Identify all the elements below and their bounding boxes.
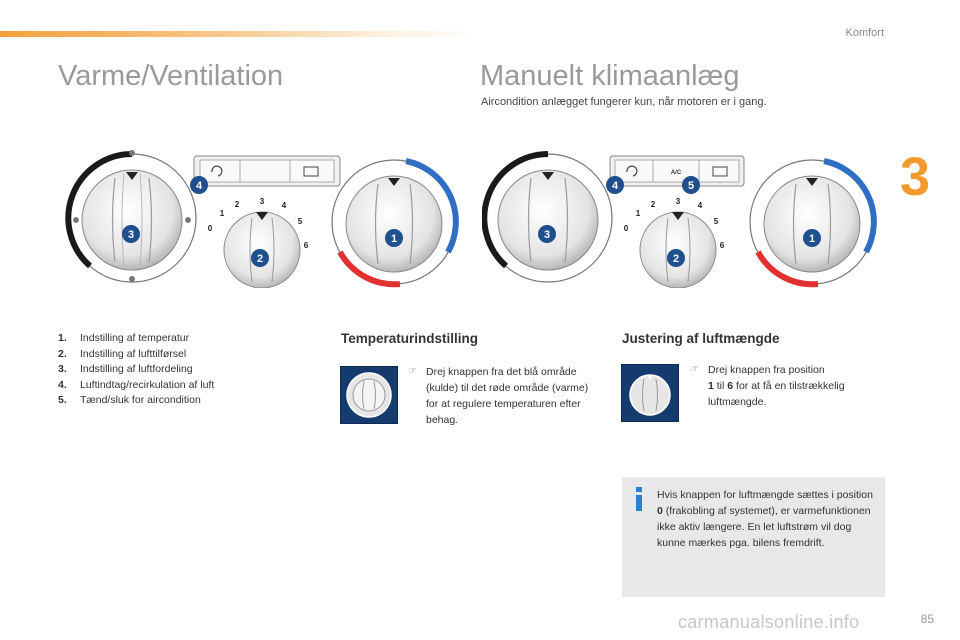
info-box	[622, 477, 885, 597]
fan-knob-thumbnail	[621, 364, 679, 422]
badge-2-label: 2	[256, 253, 264, 265]
title-manual-ac: Manuelt klimaanlæg	[480, 60, 740, 92]
temperature-knob-thumbnail	[340, 366, 398, 424]
svg-text:4: 4	[611, 180, 619, 192]
info-text: Hvis knappen for luftmængde sættes i position 0 (frakobling af systemet), er varmefunktionen ikke aktiv længere. En let luftstrøm vil dog kunne mærkes pga. bilens fremdrift.	[657, 489, 873, 549]
svg-text:1: 1	[635, 209, 641, 218]
ac-button-strip	[606, 156, 744, 194]
control-legend	[58, 331, 214, 409]
svg-text:5: 5	[297, 217, 303, 226]
pointer-icon: ☞	[408, 366, 417, 377]
svg-text:1: 1	[808, 233, 816, 245]
chapter-number: 3	[900, 147, 931, 207]
svg-text:4: 4	[281, 201, 287, 210]
button-strip	[190, 156, 340, 194]
svg-text:3: 3	[259, 197, 265, 206]
svg-text:2: 2	[672, 253, 680, 265]
ac-fan-speed-knob	[624, 197, 725, 288]
airflow-instruction: ☞ Drej knappen fra position 1 til 6 for at få en tilstrækkelig luftmængde.	[690, 364, 845, 408]
legend-item: 4. Luftindtag/recirkulation af luft	[58, 378, 215, 391]
svg-text:2: 2	[234, 200, 240, 209]
heating-control-panel	[60, 148, 470, 288]
badge-5-label: 5	[687, 180, 695, 192]
ac-air-distribution-knob	[484, 154, 612, 282]
badge-3-label: 3	[127, 229, 135, 241]
ac-button-label: A/C	[670, 170, 682, 176]
svg-text:0: 0	[207, 224, 213, 233]
svg-text:4: 4	[697, 201, 703, 210]
temperature-heading: Temperaturindstilling	[341, 331, 479, 346]
svg-text:2: 2	[650, 200, 656, 209]
temperature-knob	[332, 160, 456, 284]
svg-text:3: 3	[543, 229, 551, 241]
legend-item: 3. Indstilling af luftfordeling	[58, 363, 193, 375]
airflow-heading: Justering af luftmængde	[622, 331, 780, 346]
svg-text:6: 6	[303, 241, 309, 250]
temperature-instruction: ☞ Drej knappen fra det blå område (kulde) til det røde område (varme) for at regulere temperaturen efter behag.	[408, 366, 589, 426]
svg-text:5: 5	[713, 217, 719, 226]
legend-item: 5. Tænd/sluk for aircondition	[58, 394, 201, 406]
ac-subtitle: Aircondition anlægget fungerer kun, når motoren er i gang.	[481, 96, 767, 108]
badge-4-label: 4	[195, 180, 203, 192]
air-distribution-knob	[68, 150, 196, 282]
section-label: Komfort	[845, 27, 884, 39]
watermark: carmanualsonline.info	[678, 612, 860, 632]
svg-text:6: 6	[719, 241, 725, 250]
svg-text:0: 0	[623, 224, 629, 233]
legend-item: 1. Indstilling af temperatur	[58, 332, 190, 344]
header-accent-bar	[0, 31, 480, 37]
title-heating-ventilation: Varme/Ventilation	[58, 60, 284, 92]
info-icon	[632, 487, 646, 511]
fan-speed-knob	[208, 197, 309, 288]
svg-text:1: 1	[219, 209, 225, 218]
badge-1-label: 1	[390, 233, 398, 245]
pointer-icon: ☞	[690, 364, 699, 375]
page-number: 85	[920, 612, 934, 626]
ac-temperature-knob	[750, 160, 874, 284]
svg-text:3: 3	[675, 197, 681, 206]
ac-control-panel	[482, 148, 892, 288]
legend-item: 2. Indstilling af lufttilførsel	[58, 347, 187, 360]
